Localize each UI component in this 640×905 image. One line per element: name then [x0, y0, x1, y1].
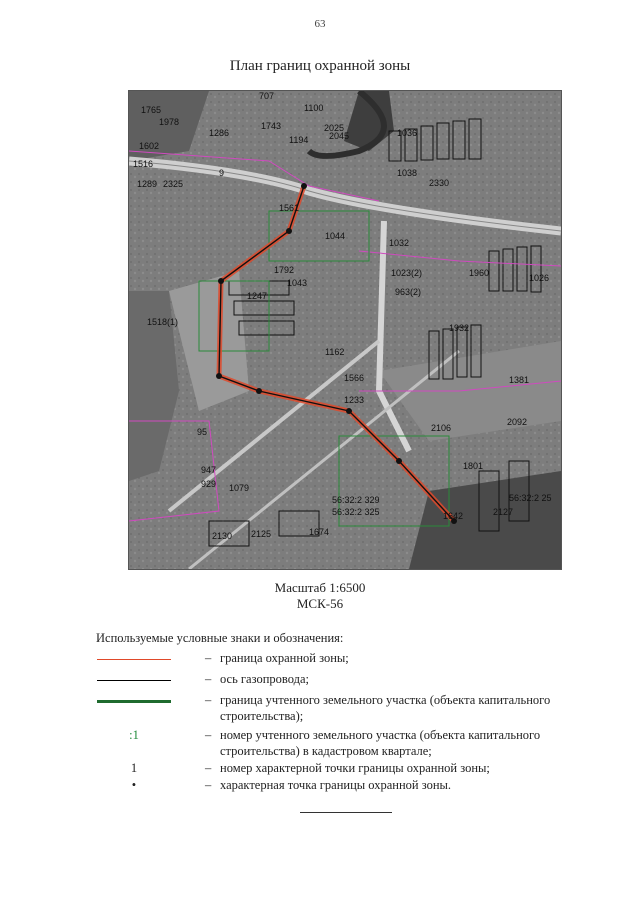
- coordinate-system: МСК-56: [296, 596, 344, 611]
- map-label: 2025: [324, 123, 345, 133]
- map-label: 2127: [493, 507, 514, 517]
- map-label: 1044: [325, 231, 346, 241]
- map-label: 929: [201, 479, 217, 489]
- map-label: 1602: [139, 141, 160, 151]
- map-label: 963(2): [395, 287, 422, 297]
- map-label: 1792: [274, 265, 295, 275]
- map-image: [128, 90, 562, 570]
- legend-text: граница охранной зоны;: [220, 651, 349, 665]
- page-number: 63: [314, 18, 326, 30]
- map-label: 56:32:2 329: [332, 495, 380, 505]
- map-label: 1743: [261, 121, 282, 131]
- legend-text: граница учтенного земельного участка (объекта капитального строительства);: [220, 693, 551, 723]
- map-label: 9: [219, 168, 225, 178]
- map-label: 1079: [229, 483, 250, 493]
- map-label: 2106: [431, 423, 452, 433]
- map-label: 1516: [133, 159, 154, 169]
- footer-divider: [300, 812, 392, 813]
- map-label: 2125: [251, 529, 272, 539]
- map-label: 1978: [159, 117, 180, 127]
- map-label: 1801: [463, 461, 484, 471]
- green-line-symbol: [96, 692, 172, 708]
- map-label: 1286: [209, 128, 230, 138]
- map-label: 1561: [279, 203, 300, 213]
- legend-heading: Используемые условные знаки и обозначения:: [96, 631, 344, 645]
- map-label: 95: [197, 427, 208, 437]
- map-label: 1162: [325, 347, 345, 357]
- map-label: 1100: [304, 103, 324, 113]
- map-label: 1674: [309, 527, 330, 537]
- black-line-symbol: [96, 671, 172, 687]
- red-line-symbol: [96, 650, 172, 666]
- map-label: 1932: [449, 323, 470, 333]
- map-label: 1566: [344, 373, 365, 383]
- map-label: 1960: [469, 268, 490, 278]
- scale-block: [0, 580, 640, 612]
- dot-symbol: •: [131, 778, 137, 792]
- map-label: 1026: [529, 273, 550, 283]
- map-label: 1038: [397, 168, 418, 178]
- scale-ratio: Масштаб 1:6500: [274, 580, 366, 595]
- map-label: 2092: [507, 417, 528, 427]
- map-label: 2045: [329, 131, 350, 141]
- map-label: 1032: [389, 238, 410, 248]
- map-label: 1289: [137, 179, 158, 189]
- map-label: 1381: [509, 375, 530, 385]
- legend-text: ось газопровода;: [220, 672, 310, 686]
- legend-text: номер характерной точки границы охранной зоны;: [220, 761, 490, 775]
- map-label: 2130: [212, 531, 233, 541]
- map-label: 707: [259, 91, 275, 101]
- point-number-symbol: 1: [130, 761, 138, 775]
- map-label: 2325: [163, 179, 184, 189]
- map-label: 1765: [141, 105, 162, 115]
- map-label: 1194: [289, 135, 309, 145]
- map-label: 1043: [287, 278, 308, 288]
- map-label: 1023(2): [391, 268, 423, 278]
- map-label: 1233: [344, 395, 365, 405]
- map-label: 1642: [443, 511, 464, 521]
- legend-text: характерная точка границы охранной зоны.: [220, 778, 452, 792]
- page-title: План границ охранной зоны: [229, 58, 411, 74]
- map-label: 2330: [429, 178, 450, 188]
- plot-number-symbol: :1: [129, 728, 139, 742]
- legend-text: номер учтенного земельного участка (объекта капитального строительства) в кадастровом квартале;: [220, 728, 541, 758]
- map-label: 1036: [397, 128, 418, 138]
- map-label: 1518(1): [147, 317, 179, 327]
- map-label: 947: [201, 465, 217, 475]
- map-label: 56:32:2 25: [509, 493, 552, 503]
- map-label: 1247: [247, 291, 268, 301]
- map-label: 56:32:2 325: [332, 507, 380, 517]
